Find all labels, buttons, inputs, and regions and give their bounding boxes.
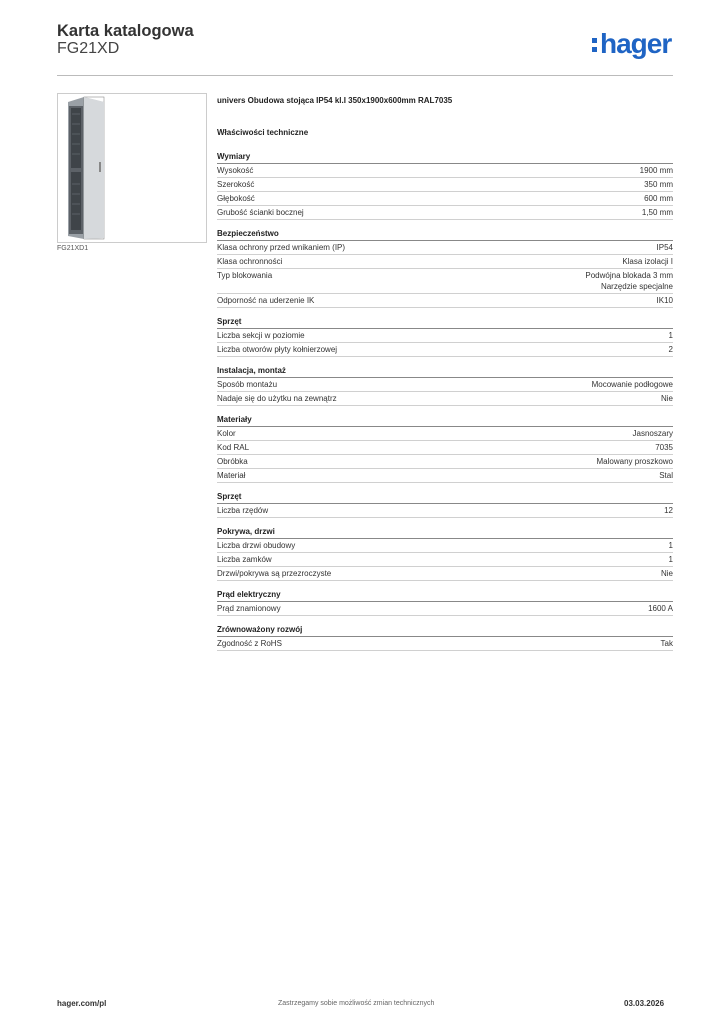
footer-date: 03.03.2026 bbox=[624, 999, 665, 1008]
spec-section bbox=[217, 227, 673, 308]
spec-row bbox=[217, 206, 673, 220]
spec-row bbox=[217, 504, 673, 518]
section-heading: Bezpieczeństwo bbox=[217, 227, 673, 241]
product-code: FG21XD bbox=[57, 40, 120, 57]
spec-label: Liczba otworów płyty kołnierzowej bbox=[217, 345, 338, 354]
spec-sections bbox=[217, 150, 673, 651]
spec-row bbox=[217, 294, 673, 308]
spec-row bbox=[217, 455, 673, 469]
spec-row bbox=[217, 255, 673, 269]
product-title: univers Obudowa stojąca IP54 kl.I 350x1900x600mm RAL7035 bbox=[217, 96, 453, 105]
spec-section bbox=[217, 623, 673, 651]
section-heading: Zrównoważony rozwój bbox=[217, 623, 673, 637]
spec-value: 350 mm bbox=[644, 180, 673, 189]
hager-logo bbox=[592, 29, 671, 59]
spec-label: Klasa ochronności bbox=[217, 257, 283, 266]
spec-value: 600 mm bbox=[644, 194, 673, 203]
spec-label: Klasa ochrony przed wnikaniem (IP) bbox=[217, 243, 346, 252]
spec-value: Podwójna blokada 3 mm Narzędzie specjalne bbox=[585, 271, 673, 291]
spec-value: Stal bbox=[659, 471, 673, 480]
spec-row bbox=[217, 539, 673, 553]
spec-row bbox=[217, 178, 673, 192]
spec-row bbox=[217, 329, 673, 343]
product-details bbox=[217, 96, 673, 658]
spec-label: Liczba drzwi obudowy bbox=[217, 541, 296, 550]
spec-value: 1 bbox=[668, 541, 673, 550]
spec-section bbox=[217, 525, 673, 581]
spec-value: Klasa izolacji I bbox=[622, 257, 673, 266]
spec-row bbox=[217, 637, 673, 651]
footer-website: hager.com/pl bbox=[57, 999, 107, 1008]
spec-row bbox=[217, 164, 673, 178]
spec-section bbox=[217, 315, 673, 357]
spec-label: Materiał bbox=[217, 471, 246, 480]
section-heading: Sprzęt bbox=[217, 315, 673, 329]
spec-value: 2 bbox=[668, 345, 673, 354]
spec-section bbox=[217, 364, 673, 406]
spec-label: Kolor bbox=[217, 429, 236, 438]
spec-value: 1 bbox=[668, 555, 673, 564]
spec-value: Nie bbox=[660, 569, 673, 578]
image-caption: FG21XD1 bbox=[57, 245, 89, 252]
spec-row bbox=[217, 343, 673, 357]
spec-row bbox=[217, 241, 673, 255]
spec-row bbox=[217, 441, 673, 455]
section-heading: Prąd elektryczny bbox=[217, 588, 673, 602]
spec-row bbox=[217, 378, 673, 392]
spec-row bbox=[217, 567, 673, 581]
spec-label: Odporność na uderzenie IK bbox=[217, 296, 315, 305]
spec-label: Wysokość bbox=[217, 166, 254, 175]
spec-value: 1600 A bbox=[648, 604, 673, 613]
spec-value: 7035 bbox=[655, 443, 673, 452]
enclosure-cabinet-icon bbox=[58, 94, 206, 242]
spec-value: Mocowanie podłogowe bbox=[591, 380, 673, 389]
spec-value: 1,50 mm bbox=[641, 208, 673, 217]
spec-value: Nie bbox=[660, 394, 673, 403]
spec-label: Liczba rzędów bbox=[217, 506, 269, 515]
spec-label: Kod RAL bbox=[217, 443, 250, 452]
spec-row bbox=[217, 469, 673, 483]
spec-section bbox=[217, 413, 673, 483]
section-heading: Instalacja, montaż bbox=[217, 364, 673, 378]
spec-label: Liczba zamków bbox=[217, 555, 272, 564]
spec-value: 1900 mm bbox=[639, 166, 673, 175]
document-title: Karta katalogowa bbox=[57, 22, 194, 40]
spec-label: Prąd znamionowy bbox=[217, 604, 281, 613]
spec-label: Głębokość bbox=[217, 194, 255, 203]
spec-section bbox=[217, 150, 673, 220]
spec-value: 1 bbox=[668, 331, 673, 340]
spec-label: Obróbka bbox=[217, 457, 248, 466]
spec-value: Jasnoszary bbox=[632, 429, 673, 438]
technical-properties-heading: Właściwości techniczne bbox=[217, 128, 309, 137]
section-heading: Sprzęt bbox=[217, 490, 673, 504]
spec-row bbox=[217, 192, 673, 206]
spec-value: IP54 bbox=[656, 243, 673, 252]
spec-label: Grubość ścianki bocznej bbox=[217, 208, 304, 217]
spec-row bbox=[217, 392, 673, 406]
header-divider bbox=[57, 75, 673, 76]
spec-value: 12 bbox=[664, 506, 673, 515]
section-heading: Pokrywa, drzwi bbox=[217, 525, 673, 539]
spec-value: Malowany proszkowo bbox=[596, 457, 673, 466]
spec-value: Tak bbox=[660, 639, 673, 648]
spec-label: Zgodność z RoHS bbox=[217, 639, 282, 648]
spec-section bbox=[217, 588, 673, 616]
spec-section bbox=[217, 490, 673, 518]
spec-label: Nadaje się do użytku na zewnątrz bbox=[217, 394, 337, 403]
spec-label: Drzwi/pokrywa są przezroczyste bbox=[217, 569, 332, 578]
section-heading: Wymiary bbox=[217, 150, 673, 164]
spec-row bbox=[217, 269, 673, 294]
spec-label: Sposób montażu bbox=[217, 380, 278, 389]
spec-row bbox=[217, 427, 673, 441]
section-heading: Materiały bbox=[217, 413, 673, 427]
spec-label: Liczba sekcji w poziomie bbox=[217, 331, 305, 340]
logo-wordmark: hager bbox=[600, 28, 672, 59]
logo-dots-icon bbox=[592, 33, 598, 55]
spec-row bbox=[217, 553, 673, 567]
spec-value: IK10 bbox=[656, 296, 673, 305]
spec-label: Typ blokowania bbox=[217, 271, 273, 280]
spec-row bbox=[217, 602, 673, 616]
spec-label: Szerokość bbox=[217, 180, 255, 189]
product-image bbox=[57, 93, 207, 243]
footer-disclaimer: Zastrzegamy sobie możliwość zmian technicznych bbox=[278, 1000, 435, 1007]
